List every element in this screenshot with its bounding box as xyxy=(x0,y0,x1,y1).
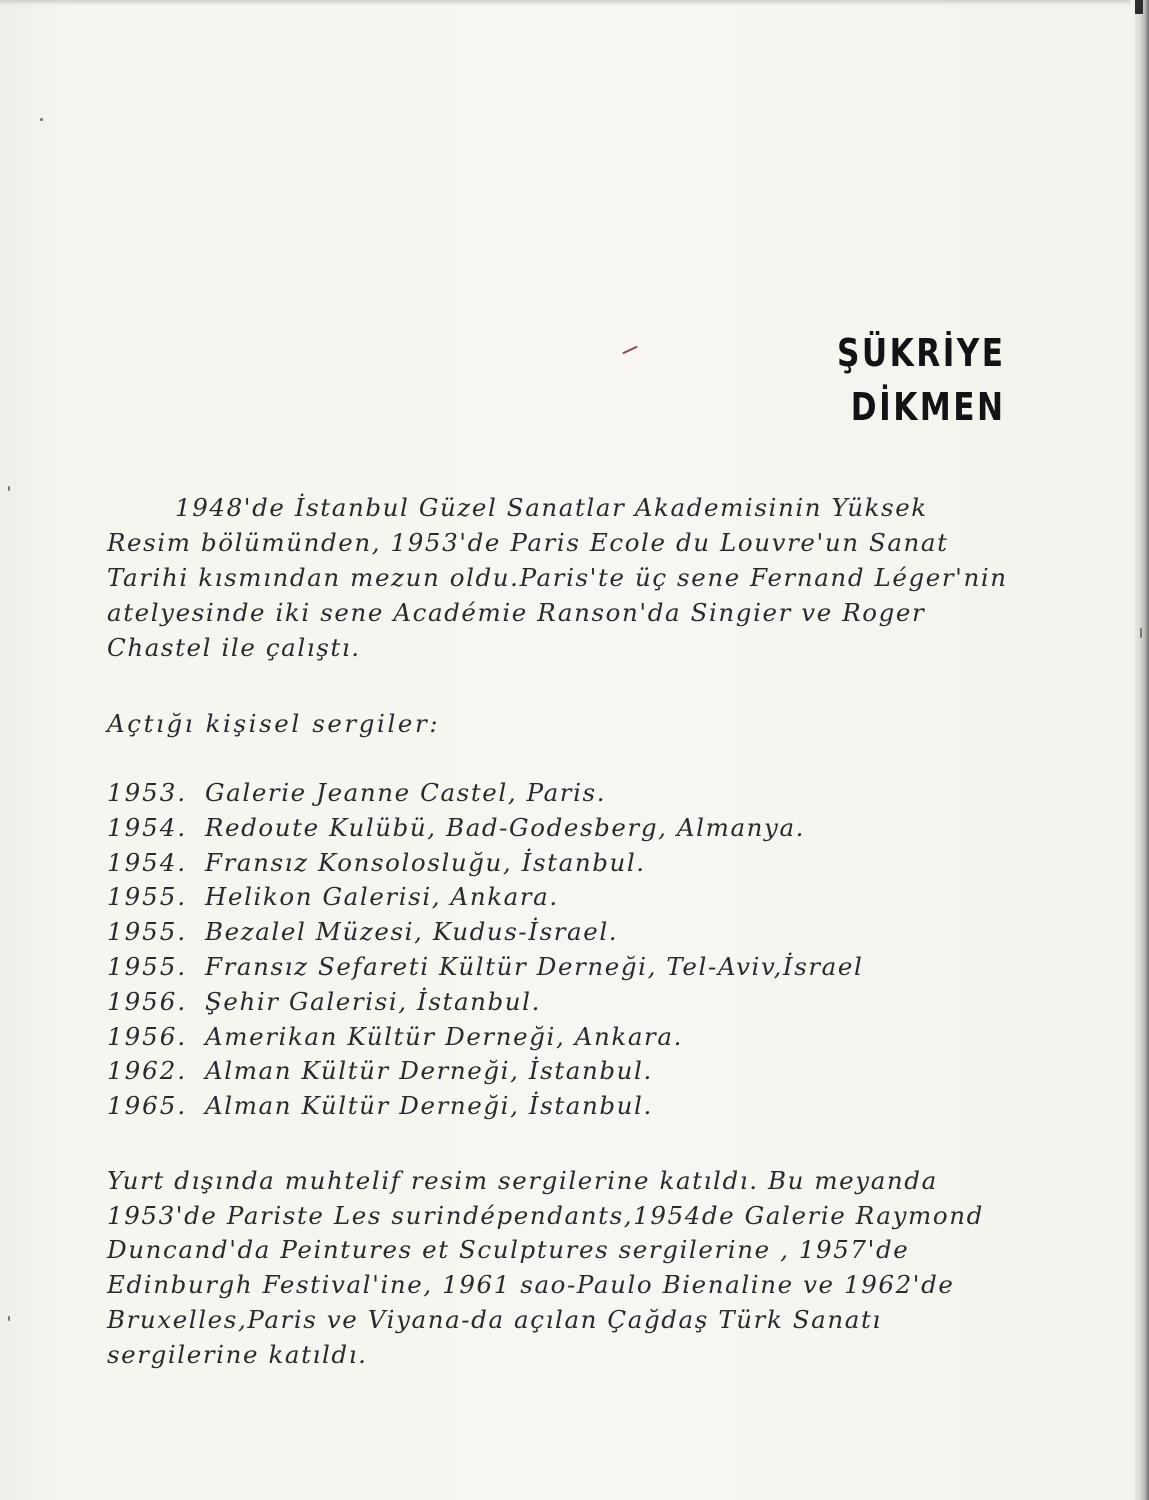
exhibition-year: 1962. xyxy=(107,1056,188,1086)
closing-paragraph xyxy=(107,1164,1012,1372)
exhibition-year: 1954. xyxy=(107,812,188,842)
exhibition-year: 1955. xyxy=(107,882,188,912)
exhibition-venue: Helikon Galerisi, Ankara. xyxy=(205,882,559,912)
page-top-edge xyxy=(0,0,1130,6)
biography-text: 1948'de İstanbul Güzel Sanatlar Akademisinin Yüksek Resim bölümünden, 1953'de Paris Ecole du Louvre'un Sanat Tarihi kısmından mezun oldu.Paris'te üç sene Fernand Léger'nin atelyesinde iki sene Académie Ranson'da Singier ve Roger Chastel ile çalıştı. xyxy=(107,493,1008,662)
speck xyxy=(1140,628,1142,638)
speck xyxy=(40,118,43,121)
closing-text: Yurt dışında muhtelif resim sergilerine katıldı. Bu meyanda 1953'de Pariste Les surindépendants,1954de Galerie Raymond Duncand'da Peintures et Sculptures sergilerine , 1957'de Edinburgh Festival'ine, 1961 sao-Paulo Bienaline ve 1962'de Bruxelles,Paris ve Viyana-da açılan Çağdaş Türk Sanatı sergilerine katıldı. xyxy=(107,1166,984,1369)
binding-spine xyxy=(1135,0,1149,1500)
list-item xyxy=(107,1089,1012,1124)
speck xyxy=(8,1316,10,1321)
exhibition-venue: Alman Kültür Derneği, İstanbul. xyxy=(205,1091,653,1121)
list-item xyxy=(107,915,1012,950)
exhibitions-list xyxy=(107,776,1012,1124)
exhibition-venue: Şehir Galerisi, İstanbul. xyxy=(205,986,542,1016)
exhibition-year: 1965. xyxy=(107,1091,188,1121)
exhibition-year: 1953. xyxy=(107,778,188,807)
exhibition-year: 1955. xyxy=(107,917,188,947)
exhibition-venue: Bezalel Müzesi, Kudus-İsrael. xyxy=(205,917,619,947)
exhibition-venue: Fransız Sefareti Kültür Derneği, Tel-Aviv,İsrael xyxy=(205,951,864,981)
speck xyxy=(8,486,10,491)
list-item xyxy=(107,776,1012,811)
author-name xyxy=(837,326,1006,434)
exhibition-venue: Redoute Kulübü, Bad-Godesberg, Almanya. xyxy=(205,812,806,842)
speck xyxy=(622,346,637,355)
spine-mark xyxy=(1135,0,1143,14)
exhibition-year: 1954. xyxy=(107,847,188,877)
author-name-line-2: DİKMEN xyxy=(851,385,1006,429)
exhibitions-heading: Açtığı kişisel sergiler: xyxy=(107,709,441,738)
author-name-line-1: ŞÜKRİYE xyxy=(837,331,1006,375)
exhibition-year: 1956. xyxy=(107,986,188,1016)
list-item xyxy=(107,1054,1012,1089)
exhibition-venue: Amerikan Kültür Derneği, Ankara. xyxy=(205,1021,683,1051)
list-item xyxy=(107,811,1012,846)
list-item xyxy=(107,846,1012,881)
exhibition-year: 1956. xyxy=(107,1021,188,1051)
list-item xyxy=(107,880,1012,915)
biography-paragraph xyxy=(107,490,1012,665)
list-item xyxy=(107,985,1012,1020)
exhibition-venue: Galerie Jeanne Castel, Paris. xyxy=(205,778,607,807)
list-item xyxy=(107,950,1012,985)
exhibition-venue: Fransız Konsolosluğu, İstanbul. xyxy=(205,847,646,877)
list-item xyxy=(107,1020,1012,1055)
exhibition-venue: Alman Kültür Derneği, İstanbul. xyxy=(205,1056,653,1086)
exhibition-year: 1955. xyxy=(107,951,188,981)
